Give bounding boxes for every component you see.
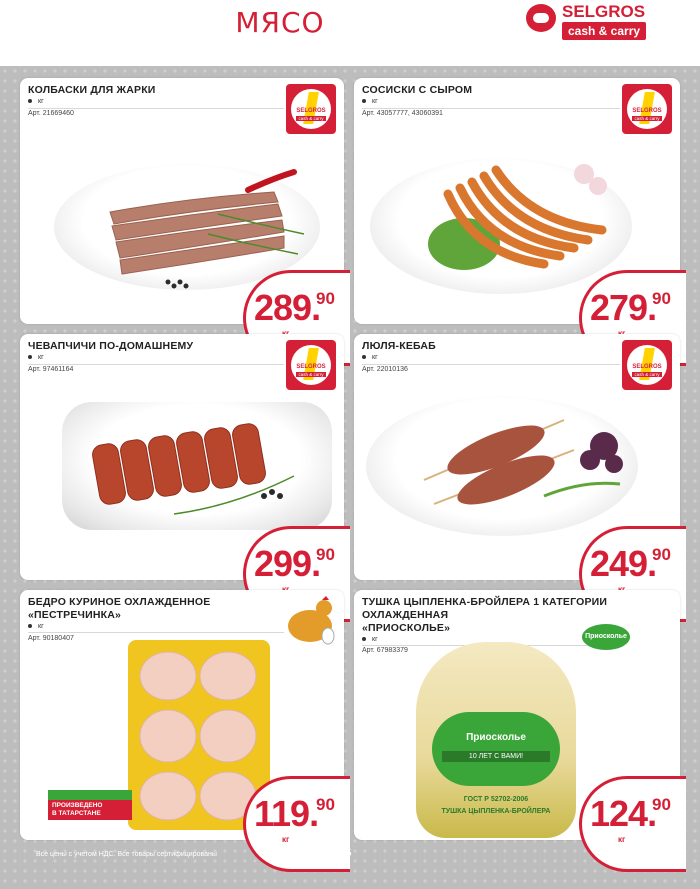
kebab-image bbox=[414, 410, 634, 520]
price-integer: 124. bbox=[590, 793, 657, 834]
chicken-package-image: Приосколье 10 ЛЕТ С ВАМИ! ГОСТ Р 52702-2006 ТУШКА ЦЫПЛЕНКА-БРОЙЛЕРА bbox=[416, 642, 576, 838]
price-unit: кг bbox=[618, 835, 626, 844]
price-tag bbox=[243, 776, 350, 872]
price-tag bbox=[579, 776, 686, 872]
own-production-badge-icon: SELGROS cash & carry bbox=[286, 340, 336, 390]
price-integer: 299. bbox=[254, 543, 321, 584]
page-number: 5 bbox=[346, 848, 352, 859]
product-unit: кг bbox=[362, 98, 378, 105]
price-decimal: 90 bbox=[316, 795, 335, 814]
product-name: КОЛБАСКИ ДЛЯ ЖАРКИ bbox=[28, 84, 156, 96]
product-unit: кг bbox=[362, 354, 378, 361]
price-unit: кг bbox=[282, 835, 290, 844]
product-unit: кг bbox=[28, 98, 44, 105]
price-decimal: 90 bbox=[316, 545, 335, 564]
logo-text: SELGROS bbox=[562, 2, 646, 21]
product-card-chicken-thigh[interactable] bbox=[20, 590, 344, 844]
product-card-sosiski[interactable] bbox=[354, 78, 680, 328]
product-article: Арт. 67983379 bbox=[362, 647, 408, 654]
product-card-lyulya-kebab[interactable] bbox=[354, 334, 680, 584]
price-decimal: 90 bbox=[652, 289, 671, 308]
selgros-logo-icon bbox=[526, 4, 556, 32]
logo-subtext: cash & carry bbox=[562, 22, 646, 40]
product-card-kolbaski[interactable] bbox=[20, 78, 344, 328]
hotdogs-image bbox=[414, 164, 634, 284]
brand-logo: Приосколье bbox=[582, 624, 630, 650]
product-name: БЕДРО КУРИНОЕ ОХЛАЖДЕННОЕ «ПЕСТРЕЧИНКА» bbox=[28, 596, 211, 621]
price-integer: 249. bbox=[590, 543, 657, 584]
page-title: МЯСО bbox=[235, 6, 325, 39]
product-name: ЧЕВАПЧИЧИ ПО-ДОМАШНЕМУ bbox=[28, 340, 194, 352]
product-article: Арт. 43057777, 43060391 bbox=[362, 110, 443, 117]
product-article: Арт. 22010136 bbox=[362, 366, 408, 373]
bullet-icon bbox=[28, 355, 32, 359]
hen-logo-icon bbox=[276, 596, 340, 648]
selgros-logo[interactable] bbox=[526, 2, 686, 40]
own-production-badge-icon: SELGROS cash & carry bbox=[622, 340, 672, 390]
product-unit: кг bbox=[28, 354, 44, 361]
chevapchichi-image bbox=[94, 416, 294, 516]
own-production-badge-icon: SELGROS cash & carry bbox=[286, 84, 336, 134]
price-decimal: 90 bbox=[652, 795, 671, 814]
footer-note: Все цены с учетом НДС. Все товары сертифицированы bbox=[36, 851, 217, 858]
product-name: ЛЮЛЯ-КЕБАБ bbox=[362, 340, 436, 352]
product-article: Арт. 90180407 bbox=[28, 635, 74, 642]
bullet-icon bbox=[28, 624, 32, 628]
price-integer: 119. bbox=[254, 793, 319, 834]
product-article: Арт. 97461164 bbox=[28, 366, 74, 373]
own-production-badge-icon: SELGROS cash & carry bbox=[622, 84, 672, 134]
product-name: СОСИСКИ С СЫРОМ bbox=[362, 84, 473, 96]
bullet-icon bbox=[362, 99, 366, 103]
product-card-chevapchichi[interactable] bbox=[20, 334, 344, 584]
product-unit: кг bbox=[362, 636, 378, 643]
product-name: ТУШКА ЦЫПЛЕНКА-БРОЙЛЕРА 1 КАТЕГОРИИ ОХЛАЖДЕННАЯ «ПРИОСКОЛЬЕ» bbox=[362, 596, 608, 634]
page-header bbox=[0, 0, 700, 66]
price-decimal: 90 bbox=[316, 289, 335, 308]
bullet-icon bbox=[28, 99, 32, 103]
price-integer: 289. bbox=[254, 287, 321, 328]
bullet-icon bbox=[362, 637, 366, 641]
price-integer: 279. bbox=[590, 287, 657, 328]
tatarstan-tag: ПРОИЗВЕДЕНО В ТАТАРСТАНЕ bbox=[48, 790, 132, 830]
bullet-icon bbox=[362, 355, 366, 359]
product-article: Арт. 21669460 bbox=[28, 110, 74, 117]
product-card-broiler[interactable] bbox=[354, 590, 680, 844]
product-unit: кг bbox=[28, 623, 44, 630]
price-decimal: 90 bbox=[652, 545, 671, 564]
